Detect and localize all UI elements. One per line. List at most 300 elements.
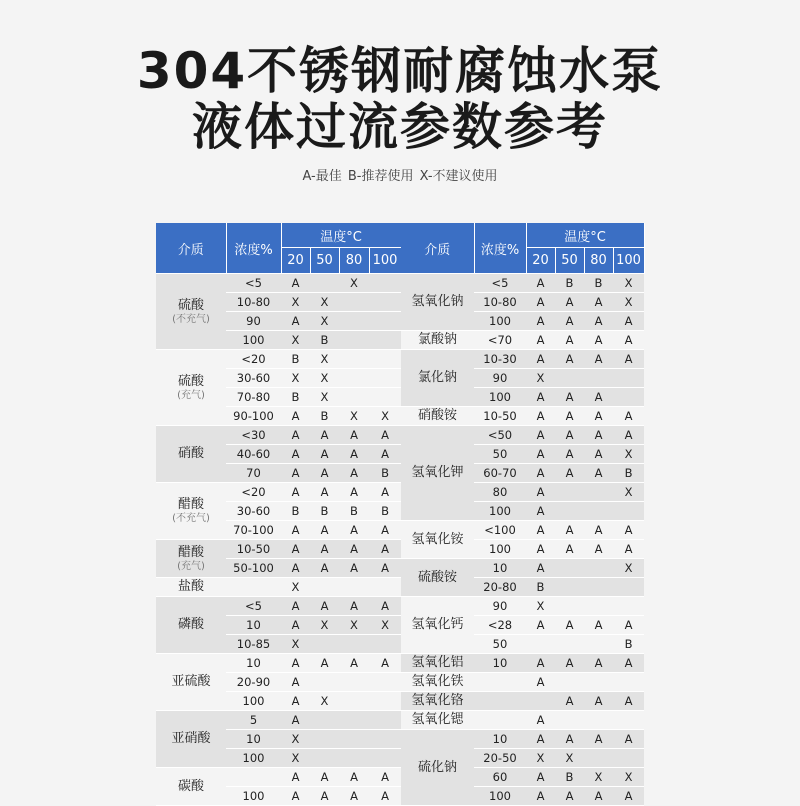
concentration-cell: 100 xyxy=(474,787,526,806)
table-row xyxy=(401,559,644,578)
rating-cell-50: A xyxy=(555,787,584,806)
concentration-cell: <20 xyxy=(226,483,281,502)
concentration-cell: <100 xyxy=(474,521,526,540)
rating-cell-100: A xyxy=(369,559,401,578)
concentration-cell: 90 xyxy=(474,597,526,616)
rating-cell-50 xyxy=(555,635,584,654)
rating-cell-20: B xyxy=(281,388,310,407)
rating-cell-50: A xyxy=(555,521,584,540)
rating-cell-80: A xyxy=(339,445,369,464)
medium-name: 醋酸 xyxy=(177,544,204,560)
concentration-cell: 10-80 xyxy=(226,293,281,312)
rating-cell-100 xyxy=(369,749,401,768)
rating-cell-20: A xyxy=(526,445,555,464)
rating-cell-50 xyxy=(555,673,584,692)
rating-cell-80 xyxy=(339,673,369,692)
rating-cell-20: X xyxy=(281,730,310,749)
rating-cell-100: B xyxy=(613,464,644,483)
rating-cell-20: A xyxy=(281,407,310,426)
rating-cell-80: A xyxy=(584,787,613,806)
rating-cell-20: B xyxy=(281,502,310,521)
rating-cell-100: A xyxy=(613,692,644,711)
medium-name: 氢氧化钙 xyxy=(411,617,464,632)
medium-name: 氢氧化铁 xyxy=(411,674,464,689)
medium-name-cell xyxy=(401,654,474,673)
rating-cell-100: X xyxy=(613,483,644,502)
rating-cell-20: A xyxy=(281,445,310,464)
concentration-cell: 30-60 xyxy=(226,502,281,521)
rating-cell-50 xyxy=(555,578,584,597)
rating-cell-80 xyxy=(339,350,369,369)
header-temp-20: 20 xyxy=(281,248,310,274)
concentration-cell: 100 xyxy=(474,540,526,559)
medium-name-cell xyxy=(401,426,474,521)
medium-name-cell xyxy=(156,274,226,350)
rating-cell-80 xyxy=(584,597,613,616)
rating-cell-80 xyxy=(584,502,613,521)
rating-cell-20: X xyxy=(281,635,310,654)
medium-name-cell xyxy=(156,711,226,768)
rating-cell-100: B xyxy=(369,464,401,483)
concentration-cell: 80 xyxy=(474,483,526,502)
rating-cell-100 xyxy=(613,597,644,616)
rating-cell-100: X xyxy=(613,559,644,578)
rating-cell-50 xyxy=(555,559,584,578)
medium-name: 磷酸 xyxy=(177,617,204,632)
rating-cell-80: X xyxy=(339,616,369,635)
concentration-cell: 50 xyxy=(474,635,526,654)
rating-cell-100: X xyxy=(613,768,644,787)
rating-cell-80: A xyxy=(339,559,369,578)
rating-cell-100: A xyxy=(613,540,644,559)
table-row xyxy=(156,578,401,597)
rating-legend: A-最佳 B-推荐使用 X-不建议使用 xyxy=(302,169,498,184)
rating-cell-80 xyxy=(584,483,613,502)
concentration-cell: <5 xyxy=(226,274,281,293)
rating-cell-80: A xyxy=(584,388,613,407)
rating-cell-20: A xyxy=(526,559,555,578)
rating-cell-80: X xyxy=(584,768,613,787)
concentration-cell: <50 xyxy=(474,426,526,445)
medium-name-cell xyxy=(401,730,474,806)
rating-cell-100 xyxy=(613,502,644,521)
rating-cell-20: A xyxy=(526,616,555,635)
rating-cell-80: A xyxy=(584,293,613,312)
rating-cell-20: A xyxy=(526,673,555,692)
rating-cell-80: A xyxy=(584,540,613,559)
rating-cell-20: A xyxy=(526,711,555,730)
concentration-cell: <30 xyxy=(226,426,281,445)
medium-name: 亚硝酸 xyxy=(171,731,211,746)
rating-cell-80 xyxy=(339,331,369,350)
rating-cell-100 xyxy=(613,749,644,768)
rating-cell-100 xyxy=(369,331,401,350)
medium-name: 碳酸 xyxy=(177,778,204,794)
rating-cell-50: A xyxy=(555,407,584,426)
rating-cell-20: X xyxy=(281,578,310,597)
rating-cell-100: A xyxy=(369,445,401,464)
concentration-cell: 5 xyxy=(226,711,281,730)
rating-cell-20: X xyxy=(281,749,310,768)
concentration-cell: 100 xyxy=(474,502,526,521)
medium-name-cell xyxy=(156,483,226,540)
rating-cell-20: A xyxy=(281,787,310,806)
concentration-cell: 70-100 xyxy=(226,521,281,540)
rating-cell-20: A xyxy=(281,673,310,692)
header-medium: 介质 xyxy=(156,223,226,274)
rating-cell-80 xyxy=(339,692,369,711)
rating-cell-80: A xyxy=(339,426,369,445)
rating-cell-20: A xyxy=(526,312,555,331)
medium-name: 硫酸 xyxy=(177,297,204,313)
rating-cell-50 xyxy=(310,274,339,293)
table-row xyxy=(401,350,644,369)
rating-cell-80: A xyxy=(339,654,369,673)
medium-name-cell xyxy=(156,350,226,426)
rating-cell-50: X xyxy=(310,369,339,388)
rating-cell-100: A xyxy=(613,730,644,749)
medium-condition: (充气) xyxy=(177,560,205,572)
rating-cell-50: A xyxy=(555,730,584,749)
rating-cell-50: A xyxy=(310,483,339,502)
rating-cell-50: A xyxy=(310,559,339,578)
medium-name: 氢氧化铵 xyxy=(411,531,464,547)
rating-cell-100: X xyxy=(369,407,401,426)
rating-cell-50: B xyxy=(310,502,339,521)
concentration-cell: 100 xyxy=(226,692,281,711)
rating-cell-100: A xyxy=(369,426,401,445)
rating-cell-80: B xyxy=(339,502,369,521)
table-row xyxy=(156,768,401,787)
concentration-cell: 70-80 xyxy=(226,388,281,407)
header-temp-100: 100 xyxy=(369,248,401,274)
table-row xyxy=(156,654,401,673)
medium-name: 氢氧化锶 xyxy=(411,712,464,727)
table-row xyxy=(401,407,644,426)
rating-cell-20: A xyxy=(526,274,555,293)
rating-cell-20: A xyxy=(281,540,310,559)
header-medium: 介质 xyxy=(401,223,474,274)
rating-cell-100: B xyxy=(613,635,644,654)
rating-cell-80: A xyxy=(339,521,369,540)
rating-cell-20: X xyxy=(281,331,310,350)
medium-name-cell xyxy=(401,692,474,711)
concentration-cell: <20 xyxy=(226,350,281,369)
rating-cell-50 xyxy=(310,711,339,730)
rating-cell-20: A xyxy=(526,350,555,369)
rating-cell-80 xyxy=(584,578,613,597)
concentration-cell: 100 xyxy=(474,388,526,407)
rating-cell-50: A xyxy=(310,654,339,673)
rating-cell-80: A xyxy=(339,787,369,806)
medium-name: 硫酸铵 xyxy=(417,569,457,585)
rating-cell-50: A xyxy=(555,654,584,673)
medium-name: 硝酸 xyxy=(177,446,204,461)
medium-condition: (不充气) xyxy=(172,313,210,325)
rating-cell-100: A xyxy=(613,654,644,673)
rating-cell-20: A xyxy=(281,768,310,787)
medium-name-cell xyxy=(401,274,474,331)
rating-cell-100: X xyxy=(613,445,644,464)
concentration-cell: 10 xyxy=(226,730,281,749)
rating-cell-50: A xyxy=(555,293,584,312)
rating-cell-50: A xyxy=(310,426,339,445)
rating-cell-20: A xyxy=(281,483,310,502)
concentration-cell: <5 xyxy=(474,274,526,293)
rating-cell-80: A xyxy=(339,768,369,787)
rating-cell-100 xyxy=(369,635,401,654)
concentration-cell: 10 xyxy=(474,654,526,673)
medium-name-cell xyxy=(401,597,474,654)
rating-cell-20: A xyxy=(281,312,310,331)
concentration-cell: 20-80 xyxy=(474,578,526,597)
header-temp-20: 20 xyxy=(526,248,555,274)
rating-cell-100: A xyxy=(613,616,644,635)
table-row xyxy=(401,673,644,692)
rating-cell-80: X xyxy=(339,274,369,293)
medium-condition: (充气) xyxy=(177,389,205,401)
concentration-cell: 100 xyxy=(226,787,281,806)
medium-name-cell xyxy=(156,540,226,578)
rating-cell-50: A xyxy=(555,616,584,635)
rating-cell-20: A xyxy=(526,768,555,787)
rating-cell-20 xyxy=(526,635,555,654)
rating-cell-50: X xyxy=(310,350,339,369)
rating-cell-20: A xyxy=(281,692,310,711)
rating-cell-50: A xyxy=(555,445,584,464)
rating-cell-80: A xyxy=(339,540,369,559)
medium-name: 氢氧化铝 xyxy=(411,655,464,670)
medium-name: 盐酸 xyxy=(177,579,204,594)
concentration-cell: 90 xyxy=(226,312,281,331)
rating-cell-80 xyxy=(584,635,613,654)
rating-cell-50: B xyxy=(310,331,339,350)
rating-cell-20: A xyxy=(281,426,310,445)
rating-cell-80: A xyxy=(584,407,613,426)
medium-name-cell xyxy=(156,426,226,483)
medium-name-cell xyxy=(401,407,474,426)
concentration-cell: 60-70 xyxy=(474,464,526,483)
rating-cell-100 xyxy=(613,711,644,730)
header-temp-100: 100 xyxy=(613,248,644,274)
rating-cell-100 xyxy=(369,673,401,692)
header-concentration: 浓度% xyxy=(474,223,526,274)
rating-cell-50: A xyxy=(310,540,339,559)
rating-cell-100: A xyxy=(369,521,401,540)
rating-cell-100 xyxy=(369,274,401,293)
rating-cell-100 xyxy=(369,350,401,369)
table-row xyxy=(401,597,644,616)
concentration-cell xyxy=(474,673,526,692)
rating-cell-50: X xyxy=(310,616,339,635)
rating-cell-20: A xyxy=(526,331,555,350)
rating-cell-20: A xyxy=(526,407,555,426)
rating-cell-50: X xyxy=(310,388,339,407)
rating-cell-100 xyxy=(369,692,401,711)
concentration-cell: 40-60 xyxy=(226,445,281,464)
rating-cell-80: A xyxy=(339,483,369,502)
rating-cell-80 xyxy=(584,559,613,578)
rating-cell-50: A xyxy=(310,597,339,616)
concentration-cell: 20-90 xyxy=(226,673,281,692)
concentration-cell: 10-50 xyxy=(226,540,281,559)
rating-cell-20: A xyxy=(281,274,310,293)
rating-cell-50: A xyxy=(310,768,339,787)
rating-cell-50: A xyxy=(555,331,584,350)
rating-cell-20: A xyxy=(526,654,555,673)
table-row xyxy=(401,692,644,711)
rating-cell-50: B xyxy=(555,768,584,787)
medium-name-cell xyxy=(401,521,474,559)
rating-cell-100: X xyxy=(369,616,401,635)
rating-cell-50: A xyxy=(555,426,584,445)
rating-cell-80: A xyxy=(584,312,613,331)
rating-cell-80 xyxy=(339,711,369,730)
rating-cell-50 xyxy=(310,635,339,654)
rating-cell-80 xyxy=(339,388,369,407)
rating-cell-100 xyxy=(369,578,401,597)
table-row xyxy=(156,274,401,293)
rating-cell-100: B xyxy=(369,502,401,521)
rating-cell-20: A xyxy=(526,502,555,521)
rating-cell-100: A xyxy=(613,787,644,806)
rating-cell-100: A xyxy=(369,483,401,502)
rating-cell-20: A xyxy=(281,464,310,483)
rating-cell-80: A xyxy=(584,692,613,711)
page-title-line-2: 液体过流参数参考 xyxy=(192,98,608,156)
concentration-cell: 50-100 xyxy=(226,559,281,578)
rating-cell-80 xyxy=(339,369,369,388)
medium-name: 氯化钠 xyxy=(417,370,457,385)
rating-cell-50: A xyxy=(555,350,584,369)
table-row xyxy=(401,521,644,540)
rating-cell-50: A xyxy=(310,521,339,540)
rating-cell-50: X xyxy=(310,692,339,711)
rating-cell-50: A xyxy=(555,464,584,483)
rating-cell-20: A xyxy=(281,559,310,578)
rating-cell-20: A xyxy=(526,521,555,540)
table-body-left xyxy=(156,274,401,806)
rating-cell-20: A xyxy=(526,787,555,806)
rating-cell-50: A xyxy=(555,692,584,711)
rating-cell-50 xyxy=(555,369,584,388)
rating-cell-80: B xyxy=(584,274,613,293)
rating-cell-20: A xyxy=(281,597,310,616)
medium-name: 亚硫酸 xyxy=(171,674,211,689)
concentration-cell xyxy=(474,692,526,711)
medium-name-cell xyxy=(401,331,474,350)
rating-cell-20: X xyxy=(281,293,310,312)
rating-cell-50: A xyxy=(310,445,339,464)
concentration-cell xyxy=(474,711,526,730)
rating-cell-50: A xyxy=(310,464,339,483)
rating-cell-100: A xyxy=(613,331,644,350)
rating-cell-100: A xyxy=(369,540,401,559)
header-temp-80: 80 xyxy=(339,248,369,274)
rating-cell-80 xyxy=(339,635,369,654)
medium-name: 氯酸钠 xyxy=(417,332,457,347)
rating-cell-20: A xyxy=(526,388,555,407)
rating-cell-100: A xyxy=(369,768,401,787)
concentration-cell xyxy=(226,578,281,597)
table-row xyxy=(401,426,644,445)
rating-cell-80: A xyxy=(584,654,613,673)
rating-cell-20: A xyxy=(526,540,555,559)
rating-cell-100: A xyxy=(613,407,644,426)
rating-cell-100: A xyxy=(369,787,401,806)
rating-cell-100: A xyxy=(613,312,644,331)
concentration-cell: 10 xyxy=(226,616,281,635)
rating-cell-80: A xyxy=(584,426,613,445)
concentration-cell: 10-50 xyxy=(474,407,526,426)
concentration-cell: 100 xyxy=(226,749,281,768)
rating-cell-50 xyxy=(310,749,339,768)
rating-cell-20: X xyxy=(526,749,555,768)
rating-cell-20: A xyxy=(281,711,310,730)
rating-cell-100: X xyxy=(613,274,644,293)
rating-cell-100 xyxy=(369,388,401,407)
medium-name-cell xyxy=(401,559,474,597)
table-row xyxy=(156,350,401,369)
rating-cell-100 xyxy=(613,578,644,597)
rating-cell-50: A xyxy=(555,540,584,559)
rating-cell-100 xyxy=(369,711,401,730)
rating-cell-50: X xyxy=(310,293,339,312)
rating-cell-100: A xyxy=(369,654,401,673)
rating-cell-50: A xyxy=(555,388,584,407)
page-title-line-1: 304不锈钢耐腐蚀水泵 xyxy=(136,42,664,100)
concentration-cell: 100 xyxy=(474,312,526,331)
table-row xyxy=(401,711,644,730)
concentration-cell: 10 xyxy=(226,654,281,673)
medium-name-cell xyxy=(401,350,474,407)
table-row xyxy=(156,711,401,730)
table-row xyxy=(401,331,644,350)
concentration-cell: 10-30 xyxy=(474,350,526,369)
medium-name-cell xyxy=(156,578,226,597)
corrosion-table-right xyxy=(401,223,645,806)
table-row xyxy=(156,540,401,559)
concentration-cell: 20-50 xyxy=(474,749,526,768)
concentration-cell xyxy=(226,768,281,787)
table-row xyxy=(401,654,644,673)
rating-cell-20 xyxy=(526,692,555,711)
rating-cell-100: X xyxy=(613,293,644,312)
concentration-cell: 10-80 xyxy=(474,293,526,312)
rating-cell-80 xyxy=(339,293,369,312)
rating-cell-50 xyxy=(555,502,584,521)
rating-cell-50: B xyxy=(555,274,584,293)
rating-cell-20: A xyxy=(526,426,555,445)
header-temperature: 温度°C xyxy=(526,223,644,248)
rating-cell-20: A xyxy=(526,293,555,312)
rating-cell-50: X xyxy=(310,312,339,331)
rating-cell-100 xyxy=(613,369,644,388)
concentration-cell: 90 xyxy=(474,369,526,388)
rating-cell-80: A xyxy=(584,616,613,635)
medium-name: 硫酸 xyxy=(177,373,204,389)
rating-cell-20: A xyxy=(281,654,310,673)
rating-cell-100 xyxy=(369,293,401,312)
concentration-cell: 50 xyxy=(474,445,526,464)
rating-cell-50: B xyxy=(310,407,339,426)
rating-cell-100 xyxy=(369,369,401,388)
rating-cell-80 xyxy=(584,749,613,768)
rating-cell-80 xyxy=(584,369,613,388)
header-temperature: 温度°C xyxy=(281,223,401,248)
concentration-cell: 30-60 xyxy=(226,369,281,388)
rating-cell-100: A xyxy=(613,350,644,369)
